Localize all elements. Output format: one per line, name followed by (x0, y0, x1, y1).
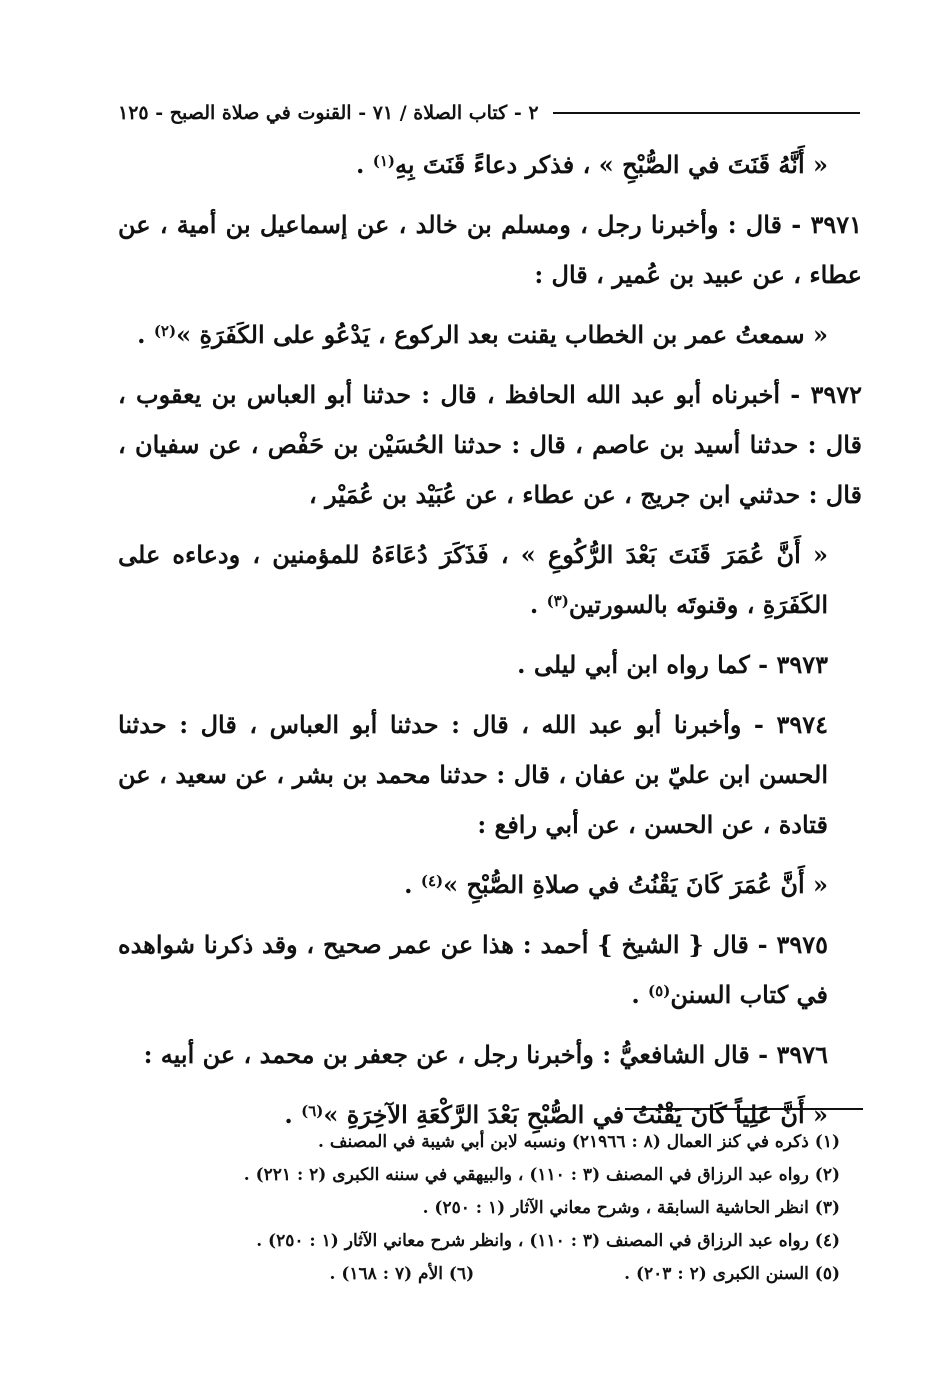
paragraph: ٣٩٧٥ - قال { الشيخ } أحمد : هذا عن عمر صحيح ، وقد ذكرنا شواهده في كتاب السنن$^{(٥)}$ . (118, 930, 828, 1009)
paragraph: « أَنَّ عُمَرَ كَانَ يَقْنُتُ في صلاةِ الصُّبْحِ »$^{(٤)}$ . (404, 870, 828, 899)
footnote-ref: (٦) (301, 1102, 324, 1120)
footnote-ref: (٥) (648, 982, 671, 1000)
footnote: (٥) السنن الكبرى (٢ : ٢٠٣) . (624, 1264, 840, 1284)
footnote-separator (625, 1108, 863, 1110)
paragraph: « أَنَّ عُمَرَ قَنَتَ بَعْدَ الرُّكُوعِ » ، فَذَكَرَ دُعَاءَهُ للمؤمنين ، ودعاءه على الكَفَرَةِ ، وقنوتَه بالسورتين$^{(٣)}$ . (118, 540, 828, 619)
footnote: (٤) رواه عبد الرزاق في المصنف (٣ : ١١٠) ، وانظر شرح معاني الآثار (١ : ٢٥٠) . (256, 1231, 840, 1251)
paragraph: « أَنَّ عَلِياً كَانَ يَقْنُتُ في الصُّبْحِ بَعْدَ الرَّكْعَةِ الآخِرَةِ »$^{(٦)}$ . (284, 1100, 828, 1129)
footnote: (٦) الأم (٧ : ١٦٨) . (329, 1264, 475, 1284)
main-text (118, 140, 862, 1150)
footnote-ref: (١) (372, 152, 396, 170)
paragraph: ٣٩٧٣ - كما رواه ابن أبي ليلى . (517, 650, 828, 679)
paragraph: ٣٩٧١ - قال : وأخبرنا رجل ، ومسلم بن خالد ، عن إسماعيل بن أمية ، عن عطاء ، عن عبيد بن عُمير ، قال : (118, 210, 862, 289)
footnote-row (180, 1258, 840, 1291)
paragraph: ٣٩٧٢ - أخبرناه أبو عبد الله الحافظ ، قال : حدثنا أبو العباس بن يعقوب ، قال : حدثنا أسيد بن عاصم ، قال : حدثنا الحُسَيْن بن حَفْص ، عن سفيان ، قال : حدثني ابن جريج ، عن عطاء ، عن عُبَيْد بن عُمَيْر ، (118, 380, 862, 509)
footnote: (٢) رواه عبد الرزاق في المصنف (٣ : ١١٠) ، والبيهقي في سننه الكبرى (٢ : ٢٢١) . (243, 1165, 840, 1185)
footnote-ref: (٢) (153, 322, 177, 340)
footnotes (180, 1126, 840, 1291)
footnote-ref: (٣) (546, 592, 569, 610)
header-rule (553, 112, 860, 114)
footnote: (٣) انظر الحاشية السابقة ، وشرح معاني الآثار (١ : ٢٥٠) . (422, 1198, 840, 1218)
paragraph: « سمعتُ عمر بن الخطاب يقنت بعد الركوع ، يَدْعُو على الكَفَرَةِ »$^{(٢)}$ . (137, 320, 828, 349)
running-header (118, 96, 860, 130)
paragraph: ٣٩٧٦ - قال الشافعيُّ : وأخبرنا رجل ، عن جعفر بن محمد ، عن أبيه : (143, 1040, 828, 1069)
paragraph: « أَنَّهُ قَنَتَ في الصُّبْحِ » ، فذكر دعاءً قَنَتَ بِهِ$^{(١)}$ . (356, 150, 828, 179)
running-title: ٢ - كتاب الصلاة / ٧١ - القنوت في صلاة الصبح - ١٢٥ (118, 102, 539, 124)
footnote-ref: (٤) (420, 872, 444, 890)
footnote: (١) ذكره في كنز العمال (٨ : ٢١٩٦٦) ونسبه لابن أبي شيبة في المصنف . (318, 1132, 840, 1152)
paragraph: ٣٩٧٤ - وأخبرنا أبو عبد الله ، قال : حدثنا أبو العباس ، قال : حدثنا الحسن ابن عليّ بن عفان ، قال : حدثنا محمد بن بشر ، عن سعيد ، عن قتادة ، عن الحسن ، عن أبي رافع : (118, 710, 828, 839)
